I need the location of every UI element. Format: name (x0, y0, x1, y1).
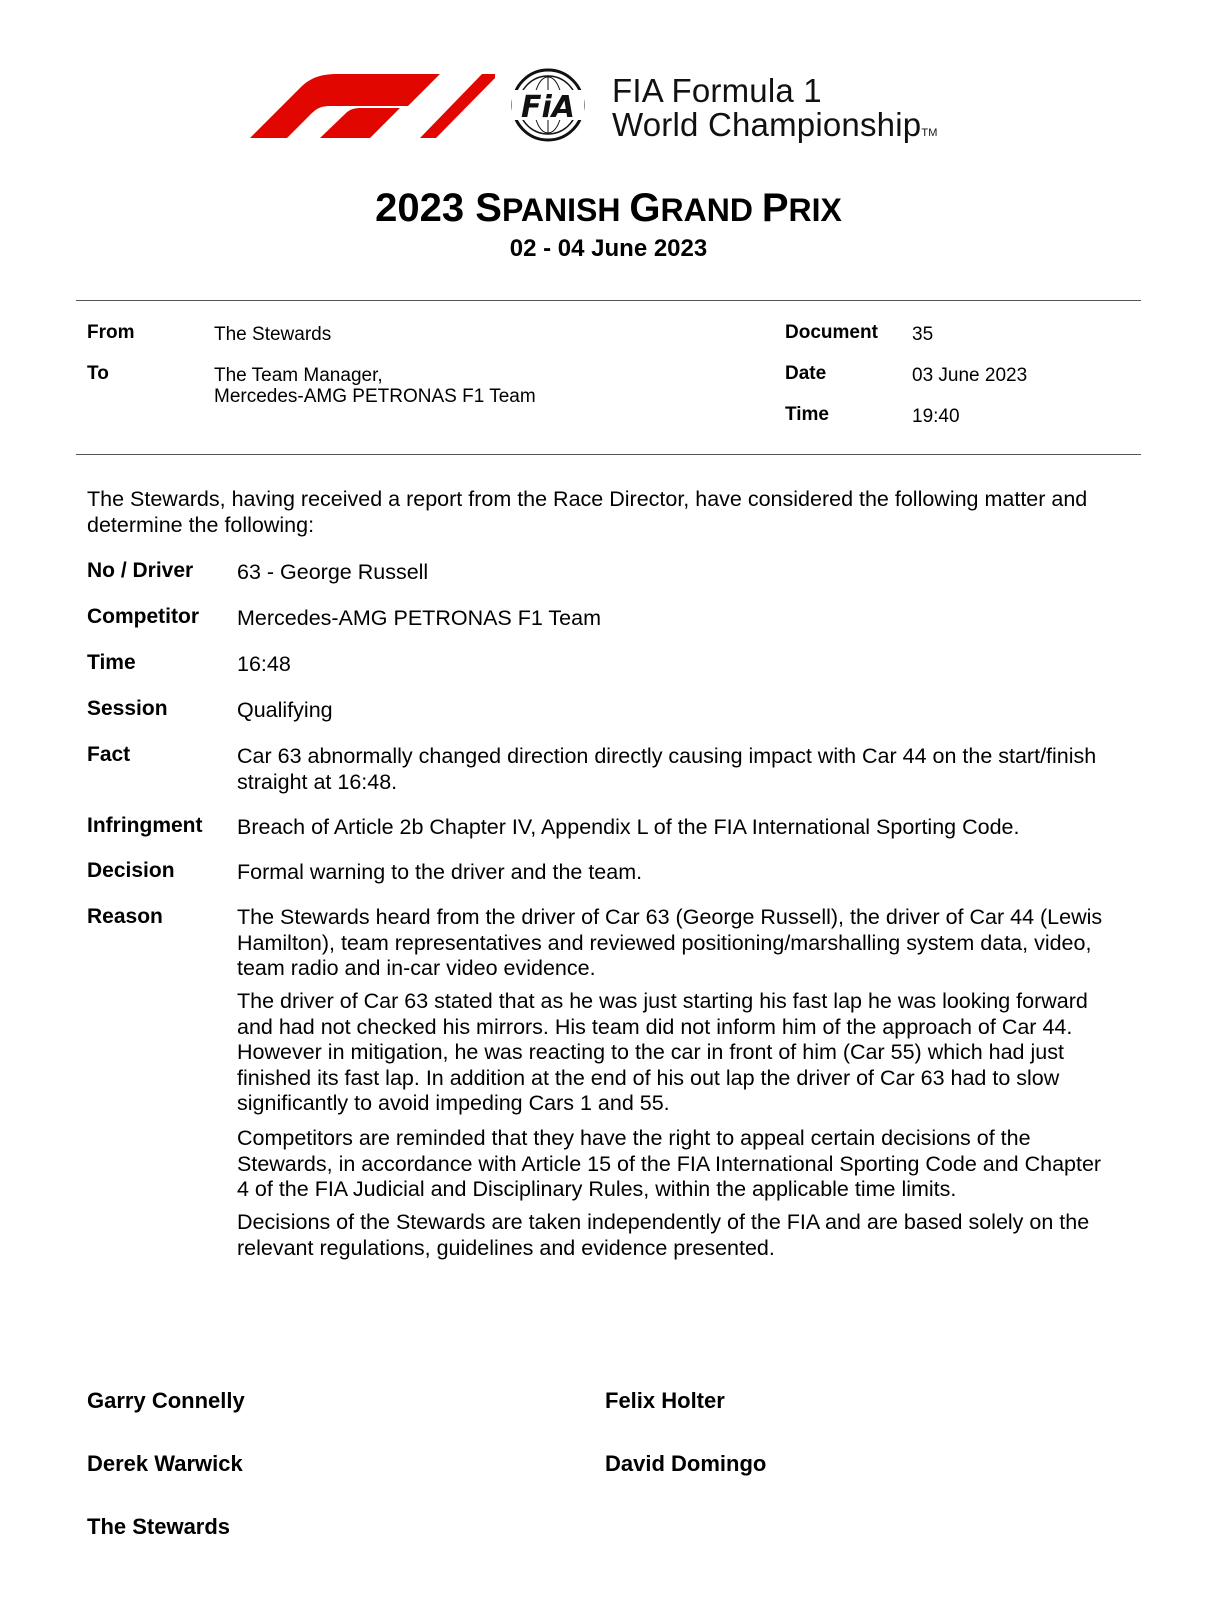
event-title-year: 2023 (375, 186, 465, 230)
date-value: 03 June 2023 (912, 365, 1028, 386)
session-value: Qualifying (237, 698, 333, 722)
from-label: From (87, 322, 135, 343)
signatory-name: Derek Warwick (87, 1451, 243, 1476)
to-label: To (87, 363, 109, 384)
from-value: The Stewards (214, 324, 332, 345)
reason-label: Reason (87, 905, 163, 928)
signatory-name: Garry Connelly (87, 1388, 245, 1413)
decision-label: Decision (87, 859, 175, 882)
event-title-name: SPANISH GRAND PRIX (475, 186, 842, 230)
reason-paragraph: The Stewards heard from the driver of Car 63 (George Russell), the driver of Car 44 (Lewis Hamilton), team representatives and reviewed positioning/marshalling system data, video, team radio and in-car video evidence. (237, 905, 1103, 981)
fact-value: Car 63 abnormally changed direction directly causing impact with Car 44 on the start/finish straight at 16:48. (237, 744, 1097, 794)
event-dates: 02 - 04 June 2023 (509, 235, 708, 262)
svg-text:FiA: FiA (521, 90, 575, 125)
decision-value: Formal warning to the driver and the team. (237, 860, 643, 884)
championship-line2: World Championship (612, 106, 922, 143)
session-label: Session (87, 697, 168, 720)
time-label: Time (785, 404, 830, 425)
to-value-line1: The Team Manager, (214, 365, 383, 386)
incident-time-value: 16:48 (237, 652, 291, 676)
driver-value: 63 - George Russell (237, 560, 429, 584)
event-title (0, 186, 1217, 231)
document-label: Document (785, 322, 878, 343)
to-value-line2: Mercedes-AMG PETRONAS F1 Team (214, 386, 536, 407)
reason-paragraph: Competitors are reminded that they have the right to appeal certain decisions of the Stewards, in accordance with Article 15 of the FIA International Sporting Code and Chapter 4 of the FIA Judicial and Disciplinary Rules, within the applicable time limits. (237, 1126, 1102, 1202)
infringement-value: Breach of Article 2b Chapter IV, Appendix L of the FIA International Sporting Code. (237, 815, 1020, 839)
time-value: 19:40 (912, 406, 960, 427)
signatory-name: David Domingo (605, 1451, 767, 1476)
header-logos (250, 68, 990, 148)
f1-logo (250, 74, 495, 138)
signatory-name: Felix Holter (605, 1388, 725, 1413)
championship-wordmark (612, 74, 938, 150)
championship-line2-wrap (612, 108, 938, 150)
document-value: 35 (912, 324, 934, 345)
reason-paragraph: Decisions of the Stewards are taken independently of the FIA and are based solely on the relevant regulations, guidelines and evidence presented. (237, 1210, 1090, 1260)
competitor-label: Competitor (87, 605, 199, 628)
driver-label: No / Driver (87, 559, 194, 582)
reason-paragraph: The driver of Car 63 stated that as he was just starting his fast lap he was looking forward and had not checked his mirrors. His team did not inform him of the approach of Car 44. However in mitigation, he was reacting to the car in front of him (Car 55) which had just finished its fast lap. In addition at the end of his out lap the driver of Car 63 had to slow significantly to avoid impeding Cars 1 and 55. (237, 989, 1088, 1116)
championship-line1: FIA Formula 1 (612, 72, 822, 109)
stewards-footer: The Stewards (87, 1514, 231, 1539)
divider-bottom (76, 454, 1141, 455)
divider-top (76, 300, 1141, 301)
trademark: TM (921, 127, 938, 139)
fia-seal-icon (498, 68, 598, 142)
competitor-value: Mercedes-AMG PETRONAS F1 Team (237, 606, 601, 630)
incident-time-label: Time (87, 651, 136, 674)
infringement-label: Infringment (87, 814, 203, 837)
fact-label: Fact (87, 743, 131, 766)
intro-text: The Stewards, having received a report from the Race Director, have considered the following matter and determine the following: (87, 487, 1088, 537)
date-label: Date (785, 363, 827, 384)
